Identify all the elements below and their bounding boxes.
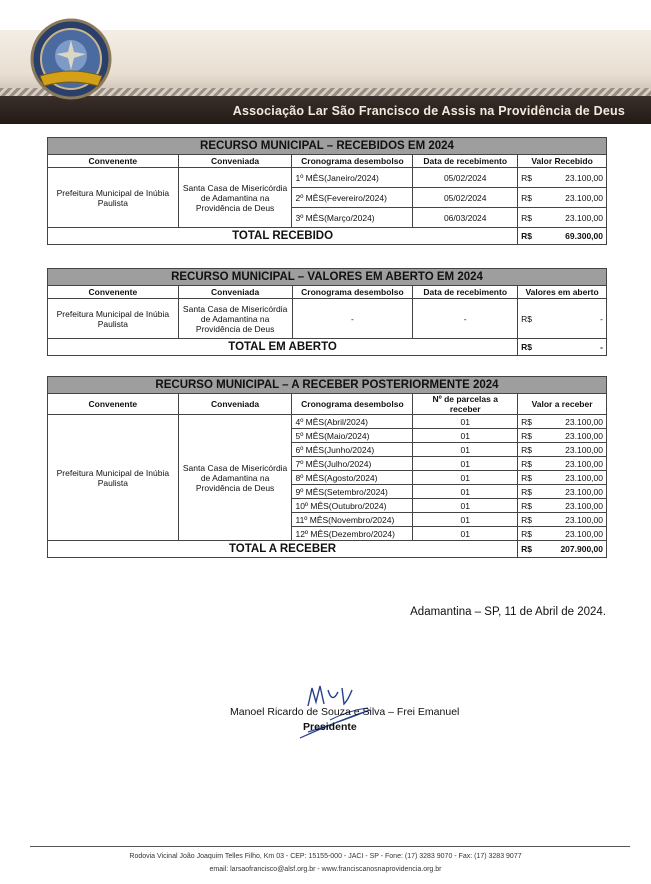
column-header: Data de recebimento [413, 155, 518, 168]
valor-cell [518, 299, 607, 339]
column-header: Conveniada [178, 286, 292, 299]
total-row [48, 541, 607, 558]
currency-label: R$ [521, 416, 532, 427]
currency-label: R$ [521, 544, 532, 554]
valor-amount: 23.100,00 [565, 458, 603, 469]
cronograma-cell: 3º MÊS(Março/2024) [292, 208, 413, 228]
currency-label: R$ [521, 172, 533, 183]
currency-label: R$ [521, 500, 532, 511]
cronograma-cell: 2º MÊS(Fevereiro/2024) [292, 188, 413, 208]
parcelas-cell: 01 [413, 471, 518, 485]
currency-label: R$ [521, 231, 533, 241]
currency-label: R$ [521, 528, 532, 539]
valor-cell [518, 208, 607, 228]
parcelas-cell: 01 [413, 429, 518, 443]
convenente-cell: Prefeitura Municipal de Inúbia Paulista [48, 415, 179, 541]
cronograma-cell: 1º MÊS(Janeiro/2024) [292, 168, 413, 188]
cronograma-cell: 8º MÊS(Agosto/2024) [292, 471, 413, 485]
total-row [48, 339, 607, 356]
data-cell: 05/02/2024 [413, 168, 518, 188]
table-em-aberto [47, 268, 607, 356]
column-header: Cronograma desembolso [292, 394, 413, 415]
valor-amount: 23.100,00 [565, 416, 603, 427]
valor-cell [518, 457, 607, 471]
date-line: Adamantina – SP, 11 de Abril de 2024. [410, 606, 606, 618]
currency-label: R$ [521, 472, 532, 483]
organization-name: Associação Lar São Francisco de Assis na Providência de Deus [232, 104, 625, 118]
parcelas-cell: 01 [413, 499, 518, 513]
table-title: RECURSO MUNICIPAL – A RECEBER POSTERIORMENTE 2024 [48, 377, 607, 394]
currency-label: R$ [521, 444, 532, 455]
cronograma-cell: 11º MÊS(Novembro/2024) [292, 513, 413, 527]
parcelas-cell: 01 [413, 443, 518, 457]
cronograma-cell: 6º MÊS(Junho/2024) [292, 443, 413, 457]
valor-cell [518, 415, 607, 429]
total-value-cell [518, 228, 607, 245]
valor-cell [518, 429, 607, 443]
valor-cell [518, 443, 607, 457]
valor-cell [518, 188, 607, 208]
column-header: Valores em aberto [518, 286, 607, 299]
currency-label: R$ [521, 486, 532, 497]
convenente-cell: Prefeitura Municipal de Inúbia Paulista [48, 299, 179, 339]
cronograma-cell: 4º MÊS(Abril/2024) [292, 415, 413, 429]
total-value: - [600, 342, 603, 352]
column-header: Data de recebimento [413, 286, 518, 299]
parcelas-cell: 01 [413, 457, 518, 471]
valor-cell [518, 513, 607, 527]
table-title: RECURSO MUNICIPAL – VALORES EM ABERTO EM 2024 [48, 269, 607, 286]
convenente-cell: Prefeitura Municipal de Inúbia Paulista [48, 168, 179, 228]
parcelas-cell: 01 [413, 485, 518, 499]
valor-cell [518, 168, 607, 188]
total-value-cell [518, 339, 607, 356]
column-header: Convenente [48, 286, 179, 299]
valor-amount: - [600, 313, 603, 324]
column-header: Conveniada [178, 155, 292, 168]
valor-amount: 23.100,00 [565, 528, 603, 539]
valor-amount: 23.100,00 [565, 500, 603, 511]
valor-cell [518, 471, 607, 485]
footer-contact: email: larsaofrancisco@alsf.org.br - www.franciscanosnaprovidencia.org.br [209, 866, 442, 873]
total-label: TOTAL RECEBIDO [48, 228, 518, 245]
data-cell: 05/02/2024 [413, 188, 518, 208]
currency-label: R$ [521, 192, 533, 203]
signatory-name: Manoel Ricardo de Souza e Silva – Frei Emanuel [230, 706, 460, 718]
table-a-receber [47, 376, 607, 558]
valor-amount: 23.100,00 [565, 430, 603, 441]
currency-label: R$ [521, 342, 533, 352]
data-cell: 06/03/2024 [413, 208, 518, 228]
parcelas-cell: 01 [413, 527, 518, 541]
total-value: 207.900,00 [560, 544, 603, 554]
currency-label: R$ [521, 313, 533, 324]
valor-amount: 23.100,00 [565, 444, 603, 455]
table-recebidos [47, 137, 607, 245]
column-header: Convenente [48, 394, 179, 415]
valor-amount: 23.100,00 [565, 172, 603, 183]
total-value: 69.300,00 [565, 231, 603, 241]
table-row [48, 415, 607, 429]
valor-amount: 23.100,00 [565, 472, 603, 483]
valor-cell [518, 527, 607, 541]
valor-amount: 23.100,00 [565, 486, 603, 497]
table-title: RECURSO MUNICIPAL – RECEBIDOS EM 2024 [48, 138, 607, 155]
table-row [48, 168, 607, 188]
parcelas-cell: 01 [413, 513, 518, 527]
column-header: Conveniada [178, 394, 292, 415]
column-header: Valor a receber [518, 394, 607, 415]
association-logo-icon [30, 18, 112, 100]
cronograma-cell: 9º MÊS(Setembro/2024) [292, 485, 413, 499]
conveniada-cell: Santa Casa de Misericórdia de Adamantina na Providência de Deus [178, 168, 292, 228]
parcelas-cell: 01 [413, 415, 518, 429]
valor-cell [518, 485, 607, 499]
valor-amount: 23.100,00 [565, 212, 603, 223]
total-row [48, 228, 607, 245]
total-label: TOTAL EM ABERTO [48, 339, 518, 356]
currency-label: R$ [521, 514, 532, 525]
cronograma-cell: - [292, 299, 413, 339]
cronograma-cell: 5º MÊS(Maio/2024) [292, 429, 413, 443]
column-header: Cronograma desembolso [292, 155, 413, 168]
total-value-cell [518, 541, 607, 558]
column-header: Valor Recebido [518, 155, 607, 168]
valor-cell [518, 499, 607, 513]
currency-label: R$ [521, 458, 532, 469]
valor-amount: 23.100,00 [565, 514, 603, 525]
cronograma-cell: 7º MÊS(Julho/2024) [292, 457, 413, 471]
conveniada-cell: Santa Casa de Misericórdia de Adamantina na Providência de Deus [178, 299, 292, 339]
conveniada-cell: Santa Casa de Misericórdia de Adamantina na Providência de Deus [178, 415, 292, 541]
table-row [48, 299, 607, 339]
column-header: Convenente [48, 155, 179, 168]
column-header: Nº de parcelas a receber [413, 394, 518, 415]
cronograma-cell: 10º MÊS(Outubro/2024) [292, 499, 413, 513]
data-cell: - [413, 299, 518, 339]
valor-amount: 23.100,00 [565, 192, 603, 203]
footer-divider [30, 846, 630, 847]
column-header: Cronograma desembolso [292, 286, 413, 299]
total-label: TOTAL A RECEBER [48, 541, 518, 558]
currency-label: R$ [521, 430, 532, 441]
footer-address: Rodovia Vicinal João Joaquim Telles Filho, Km 03 - CEP: 15155-000 - JACI - SP - Fone: (17) 3283 9070 - Fax: (17) 3283 9077 [129, 853, 522, 860]
currency-label: R$ [521, 212, 533, 223]
letterhead [0, 0, 651, 125]
signatory-role: Presidente [303, 721, 357, 733]
cronograma-cell: 12º MÊS(Dezembro/2024) [292, 527, 413, 541]
